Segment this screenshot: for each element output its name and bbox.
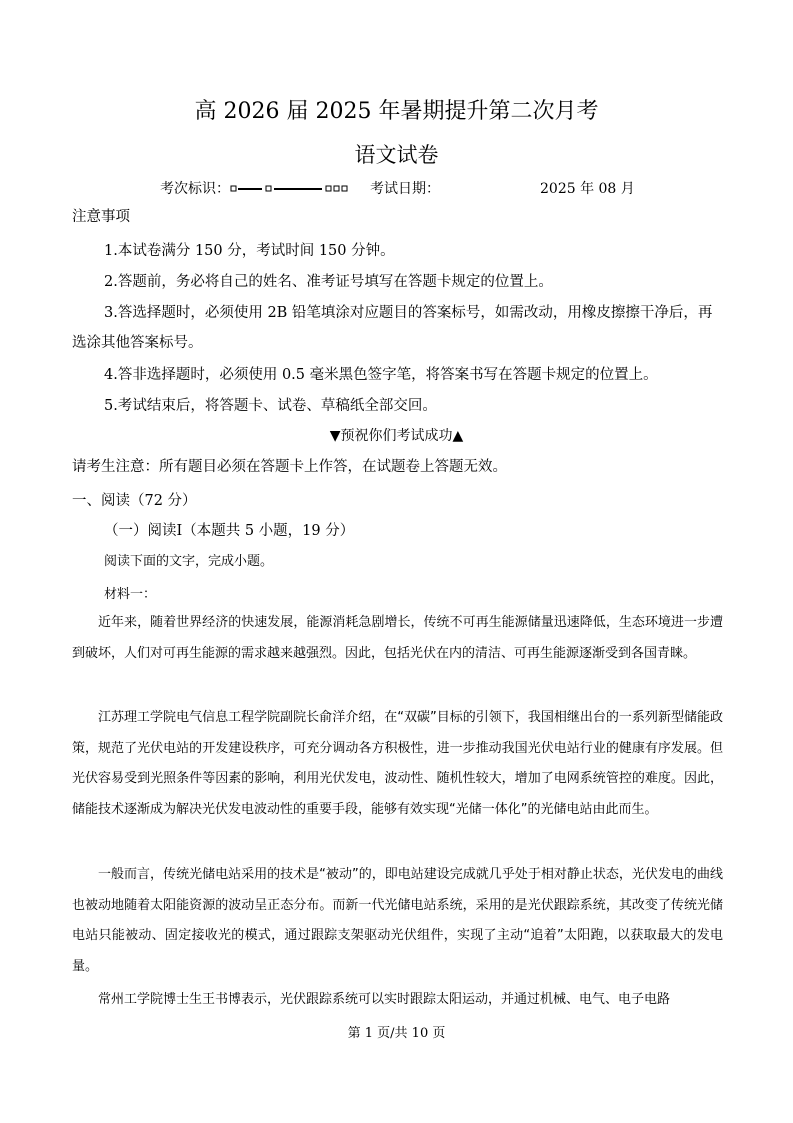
exam-date-label: 考试日期：	[370, 181, 440, 197]
exam-subtitle: 语文试卷	[354, 143, 439, 167]
passage-paragraph-4: 常州工学院博士生王书博表示，光伏跟踪系统可以实时跟踪太阳运动，并通过机械、电气、电子电路	[98, 992, 671, 1007]
notice-item-3: 3.答选择题时，必须使用 2B 铅笔填涂对应题目的答案标号，如需改动，用橡皮擦擦干净后，再选涂其他答案标号。	[72, 305, 713, 351]
subsection-heading: （一）阅读Ⅰ（本题共 5 小题，19 分）	[104, 523, 355, 539]
material-label: 材料一：	[104, 587, 157, 602]
reading-instruction: 阅读下面的文字，完成小题。	[104, 554, 274, 569]
exam-date-value: 2025 年 08 月	[540, 181, 635, 197]
passage-paragraph-2: 江苏理工学院电气信息工程学院副院长俞洋介绍，在“双碳”目标的引领下，我国相继出台的一系列新型储能政策，规范了光伏电站的开发建设秩序，可充分调动各方积极性，进一步推动我国光伏电站行业的健康有序发展。但光伏容易受到光照条件等因素的影响，利用光伏发电，波动性、随机性较大，增加了电网系统管控的难度。因此，储能技术逐渐成为解决光伏发电波动性的重要手段，能够有效实现“光储一体化”的光储电站由此而生。	[72, 710, 723, 817]
passage-paragraph-1: 近年来，随着世界经济的快速发展，能源消耗急剧增长，传统不可再生能源储量迅速降低，生态环境进一步遭到破坏，人们对可再生能源的需求越来越强烈。因此，包括光伏在内的清洁、可再生能源逐渐受到各国青睐。	[72, 615, 723, 661]
exam-id-label: 考次标识：	[160, 181, 230, 197]
exam-wish: ▼预祝你们考试成功▲	[329, 428, 464, 444]
page-number: 第 1 页/共 10 页	[347, 1026, 446, 1041]
notice-item-2: 2.答题前，务必将自己的姓名、准考证号填写在答题卡规定的位置上。	[104, 274, 553, 290]
exam-id-barcode-icon	[230, 183, 368, 195]
notice-item-5: 5.考试结束后，将答题卡、试卷、草稿纸全部交回。	[104, 398, 437, 414]
notice-item-1: 1.本试卷满分 150 分，考试时间 150 分钟。	[104, 243, 395, 259]
passage-paragraph-3: 一般而言，传统光储电站采用的技术是“被动”的，即电站建设完成就几乎处于相对静止状态，光伏发电的曲线也被动地随着太阳能资源的波动呈正态分布。而新一代光储电站系统，采用的是光伏跟踪系统，其改变了传统光储电站只能被动、固定接收光的模式，通过跟踪支架驱动光伏组件，实现了主动“追着”太阳跑，以获取最大的发电量。	[72, 867, 723, 974]
exam-title: 高 2026 届 2025 年暑期提升第二次月考	[194, 99, 599, 124]
exam-meta-line	[160, 178, 640, 200]
notice-heading: 注意事项	[72, 209, 130, 225]
notice-item-4: 4.答非选择题时，必须使用 0.5 毫米黑色签字笔，将答案书写在答题卡规定的位置上。	[104, 367, 658, 383]
answer-sheet-notice: 请考生注意：所有题目必须在答题卡上作答，在试题卷上答题无效。	[72, 459, 507, 475]
section-heading: 一、阅读（72 分）	[72, 493, 197, 509]
